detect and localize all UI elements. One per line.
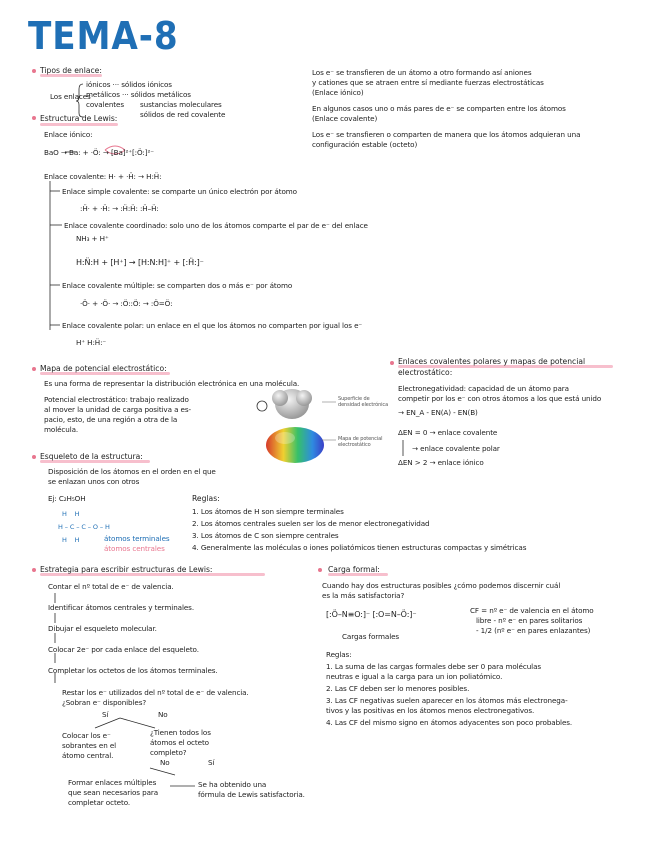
- legend-top: Superficie de: [338, 396, 370, 402]
- polares-text: competir por los e⁻ con otros átomos a los que está unido: [398, 394, 602, 403]
- tipo-item: sustancias moleculares: [140, 100, 222, 109]
- branch-si-2: Sí: [208, 758, 215, 767]
- carga-regla: 4. Las CF del mismo signo en átomos adyacentes son poco probables.: [326, 718, 573, 727]
- question: completo?: [150, 748, 187, 757]
- coordinado-formula: NH₃ + H⁺: [76, 234, 109, 243]
- step: Restar los e⁻ utilizados del nº total de e⁻ de valencia.: [62, 688, 249, 697]
- step: Identificar átomos centrales y terminales.: [48, 603, 195, 612]
- carga-regla: 1. La suma de las cargas formales debe ser 0 para moléculas: [326, 662, 542, 671]
- terminales-label: átomos terminales: [104, 534, 170, 543]
- result: Se ha obtenido una: [198, 780, 267, 789]
- covalente-label: Enlace covalente: H· + ·Ḧ: → H:Ḧ:: [44, 172, 162, 181]
- branch-si: Sí: [102, 710, 109, 719]
- cf-def: CF = nº e⁻ de valencia en el átomo: [470, 606, 594, 615]
- ionico-label: Enlace iónico:: [44, 130, 93, 139]
- branch-no-2: No: [160, 758, 170, 767]
- ionico-eq: BaO → Ba: + ·Ö: → [Ba]²⁺[:Ö:]²⁻: [44, 148, 154, 157]
- heading-tipos-enlace: Tipos de enlace:: [40, 66, 102, 75]
- esqueleto-text: se enlazan unos con otros: [48, 477, 140, 486]
- regla: 2. Los átomos centrales suelen ser los de menor electronegatividad: [192, 519, 430, 528]
- polar-eq: H⁺ H:Ḧ:⁻: [76, 338, 107, 347]
- page-title: TEMA-8: [28, 14, 179, 58]
- mapa-text: al mover la unidad de carga positiva a es-: [44, 405, 192, 414]
- regla: 3. Los átomos de C son siempre centrales: [192, 531, 339, 540]
- centrales-label: átomos centrales: [104, 544, 165, 553]
- polar-label: Enlace covalente polar: un enlace en el que los átomos no comparten por igual los e⁻: [62, 321, 363, 330]
- mapa-text: Potencial electrostático: trabajo realizado: [44, 395, 189, 404]
- polares-rule: → enlace covalente polar: [412, 444, 500, 453]
- question: ¿Tienen todos los: [150, 728, 211, 737]
- legend-bottom-2: electrostático: [338, 442, 371, 448]
- simple-label: Enlace simple covalente: se comparte un único electrón por átomo: [62, 187, 297, 196]
- carga-regla: neutras e igual a la carga para un ion poliatómico.: [326, 672, 503, 681]
- carga-reglas-heading: Reglas:: [326, 650, 352, 659]
- tipo-item: sólidos de red covalente: [140, 110, 226, 119]
- skeleton-h-top: H H: [62, 510, 80, 518]
- right-text: (Enlace iónico): [312, 88, 364, 97]
- tipo-item: covalentes: [86, 100, 124, 109]
- simple-eq: :Ḧ· + ·Ḧ: → :Ḧ:Ḧ: :Ḧ–Ḧ:: [80, 204, 159, 213]
- right-text: Los e⁻ se transfieren o comparten de manera que los átomos adquieran una: [312, 130, 581, 139]
- polares-rule: ΔEN > 2 → enlace iónico: [398, 458, 484, 467]
- right-text: (Enlace covalente): [312, 114, 378, 123]
- esqueleto-text: Disposición de los átomos en el orden en el que: [48, 467, 216, 476]
- heading-carga-formal: Carga formal:: [328, 565, 380, 574]
- carga-regla: 2. Las CF deben ser lo menores posibles.: [326, 684, 470, 693]
- polares-text: Electronegatividad: capacidad de un átomo para: [398, 384, 569, 393]
- heading-estrategia: Estrategia para escribir estructuras de Lewis:: [40, 565, 213, 574]
- mapa-text: pacio, esto, de una región a otra de la: [44, 415, 178, 424]
- coordinado-label: Enlace covalente coordinado: solo uno de los átomos comparte el par de e⁻ del enlace: [64, 221, 368, 230]
- multiple-eq: ·Ö· + ·Ö· → :Ö::Ö: → :Ö=Ö:: [80, 299, 173, 308]
- tipo-item: iónicos ··· sólidos iónicos: [86, 80, 172, 89]
- polares-rule: ΔEN = 0 → enlace covalente: [398, 428, 498, 437]
- mapa-text: Es una forma de representar la distribución electrónica en una molécula.: [44, 379, 300, 388]
- carga-text: Cuando hay dos estructuras posibles ¿cómo podemos discernir cuál: [322, 581, 561, 590]
- skeleton-h-bottom: H H: [62, 536, 80, 544]
- regla: 1. Los átomos de H son siempre terminales: [192, 507, 344, 516]
- cf-def: - 1/2 (nº e⁻ en pares enlazantes): [476, 626, 591, 635]
- heading-reglas: Reglas:: [192, 494, 220, 503]
- step: sobrantes en el: [62, 741, 117, 750]
- right-text: y cationes que se atraen entre sí mediante fuerzas electrostáticas: [312, 78, 544, 87]
- heading-polares-2: electrostático:: [398, 368, 453, 377]
- step: Colocar los e⁻: [62, 731, 111, 740]
- polares-eq: → EN_A - EN(A) - EN(B): [398, 408, 478, 417]
- regla: 4. Generalmente las moléculas o iones poliatómicos tienen estructuras compactas y simétricas: [192, 543, 527, 552]
- step: Contar el nº total de e⁻ de valencia.: [48, 582, 174, 591]
- cf-def: libre - nº e⁻ en pares solitarios: [476, 616, 583, 625]
- result: fórmula de Lewis satisfactoria.: [198, 790, 305, 799]
- enlaces-label: Los enlaces: [50, 92, 91, 101]
- mapa-text: molécula.: [44, 425, 79, 434]
- step: Completar los octetos de los átomos terminales.: [48, 666, 218, 675]
- step: ¿Sobran e⁻ disponibles?: [62, 698, 147, 707]
- legend-top-2: densidad electrónica: [338, 402, 389, 408]
- right-text: Los e⁻ se transfieren de un átomo a otro formando así aniones: [312, 68, 532, 77]
- step: completar octeto.: [68, 798, 131, 807]
- skeleton-main: H – C – C – O – H: [58, 523, 110, 531]
- right-text: configuración estable (octeto): [312, 140, 418, 149]
- step: que sean necesarios para: [68, 788, 159, 797]
- step: Dibujar el esqueleto molecular.: [48, 624, 157, 633]
- carga-regla: tivos y las positivas en los átomos menos electronegativos.: [326, 706, 535, 715]
- tipo-item: metálicos ··· sólidos metálicos: [86, 90, 191, 99]
- esqueleto-example: Ej: C₂H₅OH: [48, 494, 86, 503]
- branch-no: No: [158, 710, 168, 719]
- heading-polares: Enlaces covalentes polares y mapas de potencial: [398, 357, 586, 366]
- multiple-label: Enlace covalente múltiple: se comparten dos o más e⁻ por átomo: [62, 281, 293, 290]
- carga-regla: 3. Las CF negativas suelen aparecer en los átomos más electronega-: [326, 696, 568, 705]
- carga-text: es la más satisfactoria?: [322, 591, 405, 600]
- heading-esqueleto: Esqueleto de la estructura:: [40, 452, 143, 461]
- cargas-formales-label: Cargas formales: [342, 632, 400, 641]
- right-text: En algunos casos uno o más pares de e⁻ se comparten entre los átomos: [312, 104, 566, 113]
- coordinado-eq: H:N̈:H + [H⁺] → [H:N:H]⁺ + [:Ḧ:]⁻: [76, 258, 204, 267]
- legend-bottom: Mapa de potencial: [338, 436, 383, 442]
- carga-eq: [:Ö–N≡O:]⁻ [:O=N–Ö:]⁻: [326, 610, 417, 619]
- step: Colocar 2e⁻ por cada enlace del esqueleto.: [48, 645, 199, 654]
- heading-mapa: Mapa de potencial electrostático:: [40, 364, 167, 373]
- step: átomo central.: [62, 751, 114, 760]
- heading-lewis: Estructura de Lewis:: [40, 114, 118, 123]
- step: Formar enlaces múltiples: [68, 778, 157, 787]
- question: átomos el octeto: [150, 738, 209, 747]
